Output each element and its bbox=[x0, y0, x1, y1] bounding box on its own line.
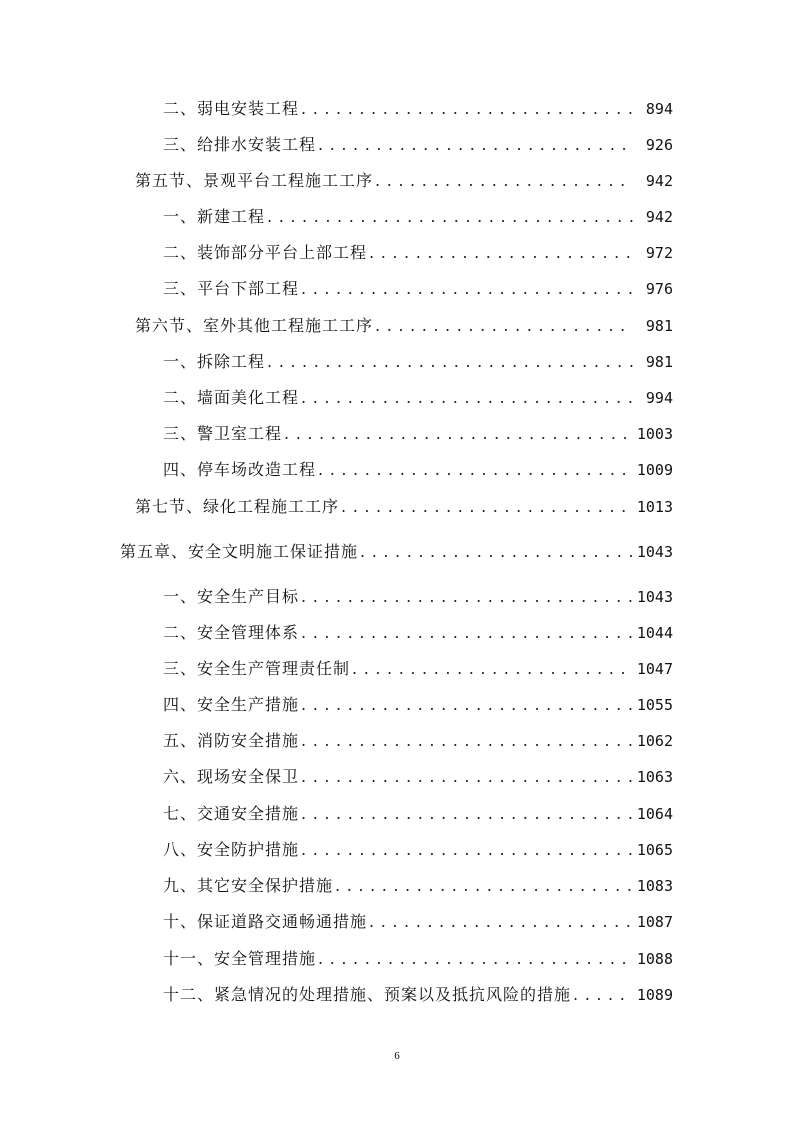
toc-entry[interactable] bbox=[163, 97, 673, 121]
toc-entry[interactable] bbox=[163, 802, 673, 826]
toc-entry[interactable] bbox=[163, 947, 673, 971]
toc-entry-label: 第五节、景观平台工程施工工序 bbox=[135, 171, 374, 190]
toc-entry-label: 一、拆除工程 bbox=[163, 352, 266, 371]
dot-leader bbox=[318, 133, 633, 157]
dot-leader bbox=[335, 874, 633, 898]
dot-leader bbox=[369, 910, 633, 934]
toc-entry-label: 十、保证道路交通畅通措施 bbox=[163, 912, 368, 931]
toc-entry-label: 一、安全生产目标 bbox=[163, 587, 300, 606]
toc-entry[interactable] bbox=[120, 540, 673, 564]
toc-entry-page: 1003 bbox=[636, 425, 673, 443]
dot-leader bbox=[352, 657, 633, 681]
toc-entry-page: 1089 bbox=[636, 986, 673, 1004]
toc-entry-label: 十一、安全管理措施 bbox=[163, 949, 317, 968]
dot-leader bbox=[301, 693, 633, 717]
toc-entry-label: 三、平台下部工程 bbox=[163, 279, 300, 298]
toc-entry-label: 八、安全防护措施 bbox=[163, 840, 300, 859]
toc-entry-label: 二、安全管理体系 bbox=[163, 623, 300, 642]
toc-entry-label: 四、停车场改造工程 bbox=[163, 460, 317, 479]
dot-leader bbox=[267, 205, 633, 229]
dot-leader bbox=[360, 540, 633, 564]
toc-entry-page: 1055 bbox=[636, 696, 673, 714]
toc-entry-label: 七、交通安全措施 bbox=[163, 804, 300, 823]
dot-leader bbox=[301, 585, 633, 609]
toc-entry-label: 二、装饰部分平台上部工程 bbox=[163, 243, 368, 262]
toc-entry-page: 1013 bbox=[636, 498, 673, 516]
toc-entry-label: 第六节、室外其他工程施工工序 bbox=[135, 316, 374, 335]
toc-entry-label: 五、消防安全措施 bbox=[163, 731, 300, 750]
toc-entry-page: 994 bbox=[645, 389, 673, 407]
toc-entry[interactable] bbox=[163, 657, 673, 681]
toc-entry-page: 976 bbox=[645, 280, 673, 298]
dot-leader bbox=[375, 314, 633, 338]
toc-entry[interactable] bbox=[163, 350, 673, 374]
toc-entry-page: 1043 bbox=[636, 543, 673, 561]
toc-entry-page: 972 bbox=[645, 244, 673, 262]
toc-entry-label: 一、新建工程 bbox=[163, 207, 266, 226]
toc-entry-page: 981 bbox=[645, 317, 673, 335]
toc-entry-label: 三、警卫室工程 bbox=[163, 424, 283, 443]
toc-entry-page: 1047 bbox=[636, 660, 673, 678]
dot-leader bbox=[341, 495, 633, 519]
dot-leader bbox=[301, 277, 633, 301]
toc-entry-page: 942 bbox=[645, 172, 673, 190]
dot-leader bbox=[267, 350, 633, 374]
toc-entry-label: 二、弱电安装工程 bbox=[163, 99, 300, 118]
toc-entry-label: 第五章、安全文明施工保证措施 bbox=[120, 542, 359, 561]
toc-entry-page: 1063 bbox=[636, 768, 673, 786]
dot-leader bbox=[301, 802, 633, 826]
toc-entry[interactable] bbox=[163, 458, 673, 482]
dot-leader bbox=[301, 97, 633, 121]
toc-entry[interactable] bbox=[163, 729, 673, 753]
dot-leader bbox=[573, 983, 633, 1007]
toc-entry[interactable] bbox=[163, 693, 673, 717]
toc-entry[interactable] bbox=[163, 241, 673, 265]
toc-entry[interactable] bbox=[163, 874, 673, 898]
toc-entry-page: 1062 bbox=[636, 732, 673, 750]
dot-leader bbox=[369, 241, 633, 265]
toc-entry-page: 1088 bbox=[636, 950, 673, 968]
toc-entry-label: 九、其它安全保护措施 bbox=[163, 876, 334, 895]
toc-entry[interactable] bbox=[135, 314, 673, 338]
toc-entry-page: 1043 bbox=[636, 588, 673, 606]
dot-leader bbox=[301, 765, 633, 789]
toc-entry-label: 十二、紧急情况的处理措施、预案以及抵抗风险的措施 bbox=[163, 985, 572, 1004]
toc-entry-page: 981 bbox=[645, 353, 673, 371]
toc-entry-label: 三、安全生产管理责任制 bbox=[163, 659, 351, 678]
toc-entry-label: 三、给排水安装工程 bbox=[163, 135, 317, 154]
toc-entry[interactable] bbox=[163, 205, 673, 229]
dot-leader bbox=[318, 458, 633, 482]
toc-entry-page: 1083 bbox=[636, 877, 673, 895]
dot-leader bbox=[301, 729, 633, 753]
toc-entry[interactable] bbox=[163, 983, 673, 1007]
toc-entry-label: 第七节、绿化工程施工工序 bbox=[135, 497, 340, 516]
toc-entry-page: 894 bbox=[645, 100, 673, 118]
toc-entry-page: 1009 bbox=[636, 461, 673, 479]
toc-entry-label: 四、安全生产措施 bbox=[163, 695, 300, 714]
toc-entry-label: 二、墙面美化工程 bbox=[163, 388, 300, 407]
dot-leader bbox=[301, 621, 633, 645]
toc-entry[interactable] bbox=[135, 169, 673, 193]
toc-entry[interactable] bbox=[163, 621, 673, 645]
toc-entry-page: 1064 bbox=[636, 805, 673, 823]
toc-entry[interactable] bbox=[163, 910, 673, 934]
dot-leader bbox=[284, 422, 633, 446]
toc-entry[interactable] bbox=[163, 838, 673, 862]
toc-entry-page: 1065 bbox=[636, 841, 673, 859]
toc-entry-page: 942 bbox=[645, 208, 673, 226]
toc-entry[interactable] bbox=[163, 133, 673, 157]
toc-entry-label: 六、现场安全保卫 bbox=[163, 767, 300, 786]
toc-entry[interactable] bbox=[163, 386, 673, 410]
toc-entry[interactable] bbox=[163, 585, 673, 609]
toc-entry-page: 1044 bbox=[636, 624, 673, 642]
toc-entry[interactable] bbox=[163, 765, 673, 789]
page-number: 6 bbox=[394, 1050, 400, 1062]
toc-entry[interactable] bbox=[163, 277, 673, 301]
dot-leader bbox=[301, 386, 633, 410]
toc-entry[interactable] bbox=[163, 422, 673, 446]
dot-leader bbox=[375, 169, 633, 193]
dot-leader bbox=[301, 838, 633, 862]
toc-entry[interactable] bbox=[135, 495, 673, 519]
toc-entry-page: 926 bbox=[645, 136, 673, 154]
toc-entry-page: 1087 bbox=[636, 913, 673, 931]
dot-leader bbox=[318, 947, 633, 971]
